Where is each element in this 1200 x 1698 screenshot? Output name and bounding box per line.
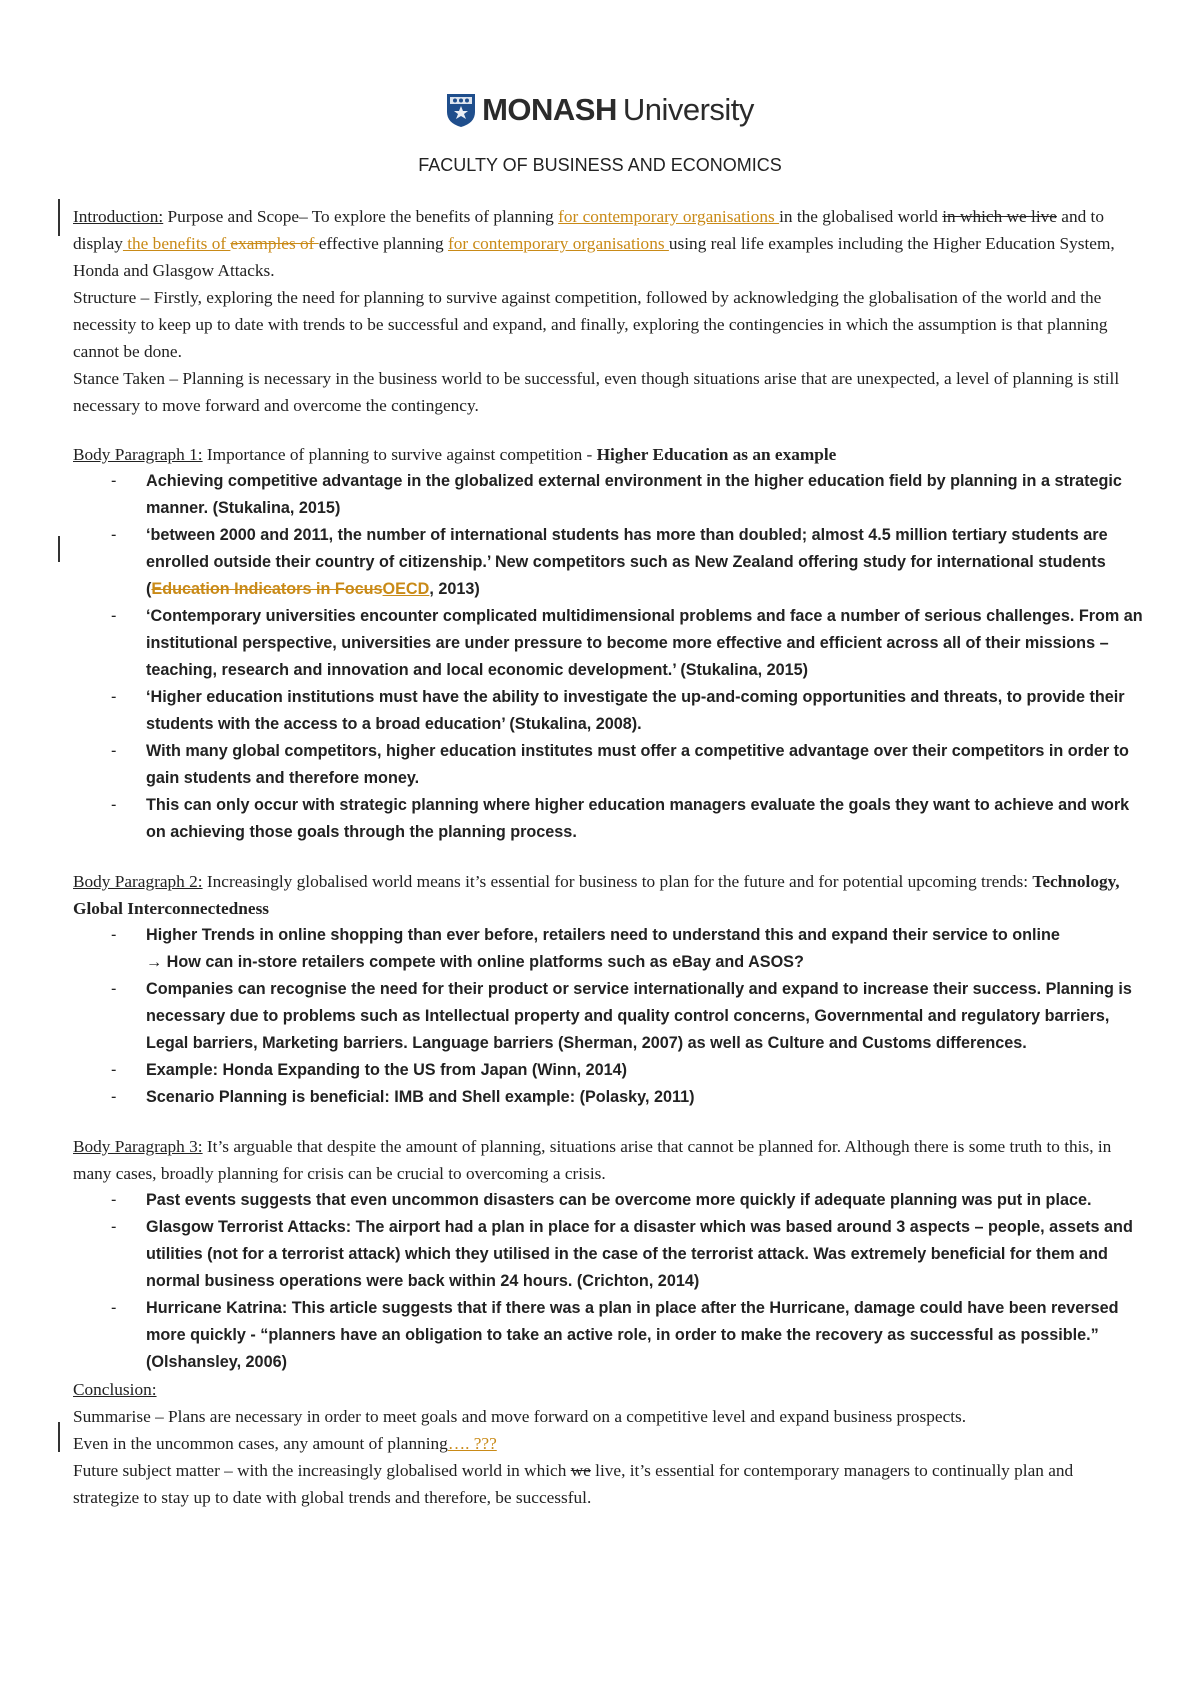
tracked-insertion: for contemporary organisations <box>558 207 780 226</box>
intro-text: Purpose and Scope– To explore the benefits of planning <box>163 207 559 226</box>
body3-heading-line <box>73 1133 1143 1187</box>
intro-text: using real life examples including the Higher Education System, Honda and Glasgow Attacks. <box>73 234 1115 280</box>
change-bar <box>58 536 60 562</box>
list-item: - Higher Trends in online shopping than ever before, retailers need to understand this and expand their service to online → How can in-store retailers compete with online platforms such as eBay and ASOS? <box>73 922 1143 976</box>
tracked-deletion: Education Indicators in Focus <box>151 580 383 598</box>
tracked-insertion: the benefits of <box>122 234 231 253</box>
list-item: - Companies can recognise the need for their product or service internationally and expand to increase their success. Planning is necessary due to problems such as Intellectual property and quality control concerns, Governmental and regulatory barriers, Legal barriers, Marketing barriers. Language barriers (Sherman, 2007) as well as Culture and Customs differences. <box>73 976 1143 1057</box>
body1-bullet-list <box>73 468 1143 846</box>
monash-logo <box>0 92 1200 133</box>
list-item: - ‘Higher education institutions must have the ability to investigate the up-and-coming opportunities and threats, to provide their students with the access to a broad education’ (Stukalina, 2008). <box>73 684 1143 738</box>
list-item: - This can only occur with strategic planning where higher education managers evaluate the goals they want to achieve and work on achieving those goals through the planning process. <box>73 792 1143 846</box>
list-item: - Hurricane Katrina: This article suggests that if there was a plan in place after the Hurricane, damage could have been reversed more quickly - “planners have an obligation to take an active role, in order to make the recovery as successful as possible.” (Olshansley, 2006) <box>73 1295 1143 1376</box>
tracked-deletion: we <box>570 1461 591 1480</box>
tracked-insertion: OECD <box>382 580 430 598</box>
body1-bold: Higher Education as an example <box>596 445 837 464</box>
intro-text: and to display <box>73 207 1104 253</box>
body2-heading-line <box>73 868 1143 922</box>
body3-text: It’s arguable that despite the amount of planning, situations arise that cannot be planned for. Although there is some truth to this, in many cases, broadly planning for crisis can be crucial to overcoming a crisis. <box>73 1137 1112 1183</box>
conclusion-uncommon: Even in the uncommon cases, any amount of planning…. ??? <box>73 1434 497 1453</box>
conclusion-summarise: Summarise – Plans are necessary in order to meet goals and move forward on a competitive level and expand business prospects. <box>73 1407 967 1426</box>
change-bar <box>58 199 60 236</box>
monash-crest-icon <box>446 92 476 128</box>
list-item: - With many global competitors, higher education institutes must offer a competitive advantage over their competitors in order to gain students and therefore money. <box>73 738 1143 792</box>
intro-structure: Structure – Firstly, exploring the need for planning to survive against competition, followed by acknowledging the globalisation of the world and the necessity to keep up to date with trends to be successful and expand, and finally, exploring the contingencies in which the assumption is that planning cannot be done. <box>73 288 1108 361</box>
body3-heading: Body Paragraph 3: <box>73 1137 203 1156</box>
body2-heading: Body Paragraph 2: <box>73 872 203 891</box>
document-body <box>73 203 1143 1511</box>
faculty-title: FACULTY OF BUSINESS AND ECONOMICS <box>418 155 782 175</box>
list-item: - Achieving competitive advantage in the globalized external environment in the higher education field by planning in a strategic manner. (Stukalina, 2015) <box>73 468 1143 522</box>
change-bar <box>58 1422 60 1452</box>
intro-paragraph <box>73 203 1143 284</box>
list-item: - ‘Contemporary universities encounter complicated multidimensional problems and face a number of serious challenges. From an institutional perspective, universities are under pressure to become more effective and efficient across all of their missions – teaching, research and innovation and local economic development.’ (Stukalina, 2015) <box>73 603 1143 684</box>
tracked-insertion: for contemporary organisations <box>447 234 669 253</box>
list-item: - Past events suggests that even uncommon disasters can be overcome more quickly if adequate planning was put in place. <box>73 1187 1143 1214</box>
tracked-insertion: …. ??? <box>447 1434 497 1453</box>
conclusion-heading: Conclusion: <box>73 1380 157 1399</box>
list-item: - Glasgow Terrorist Attacks: The airport had a plan in place for a disaster which was based around 3 aspects – people, assets and utilities (not for a terrorist attack) which they utilised in the case of the terrorist attack. Was extremely beneficial for them and normal business operations were back within 24 hours. (Crichton, 2014) <box>73 1214 1143 1295</box>
logo-brand-text: MONASH <box>482 92 617 127</box>
list-item: - Example: Honda Expanding to the US from Japan (Winn, 2014) <box>73 1057 1143 1084</box>
body1-text: Importance of planning to survive against competition - <box>202 445 597 464</box>
conclusion-heading-line <box>73 1376 1143 1403</box>
intro-text: effective planning <box>318 234 448 253</box>
body1-heading: Body Paragraph 1: <box>73 445 203 464</box>
intro-text: in the globalised world <box>779 207 943 226</box>
logo-suffix-text: University <box>622 92 754 127</box>
tracked-deletion: examples of <box>230 234 319 253</box>
body2-bold: Technology, Global Interconnectedness <box>73 872 1120 918</box>
tracked-deletion: in which we live <box>942 207 1057 226</box>
body2-text: Increasingly globalised world means it’s essential for business to plan for the future and for potential upcoming trends: <box>202 872 1033 891</box>
intro-heading: Introduction: <box>73 207 164 226</box>
list-item: - ‘between 2000 and 2011, the number of international students has more than doubled; almost 4.5 million tertiary students are enrolled outside their country of citizenship.’ New competitors such as New Zealand offering study for international students (Education Indicators in FocusOECD, 2013) <box>73 522 1143 603</box>
list-item: - Scenario Planning is beneficial: IMB and Shell example: (Polasky, 2011) <box>73 1084 1143 1111</box>
body2-bullet-list <box>73 922 1143 1111</box>
conclusion-future: Future subject matter – with the increasingly globalised world in which we live, it’s essential for contemporary managers to continually plan and strategize to stay up to date with global trends and therefore, be successful. <box>73 1461 1074 1507</box>
arrow-line: → How can in-store retailers compete with online platforms such as eBay and ASOS? <box>146 953 804 971</box>
intro-stance: Stance Taken – Planning is necessary in the business world to be successful, even though situations arise that are unexpected, a level of planning is still necessary to move forward and overcome the contingency. <box>73 369 1120 415</box>
body3-bullet-list <box>73 1187 1143 1376</box>
body1-heading-line <box>73 441 1143 468</box>
